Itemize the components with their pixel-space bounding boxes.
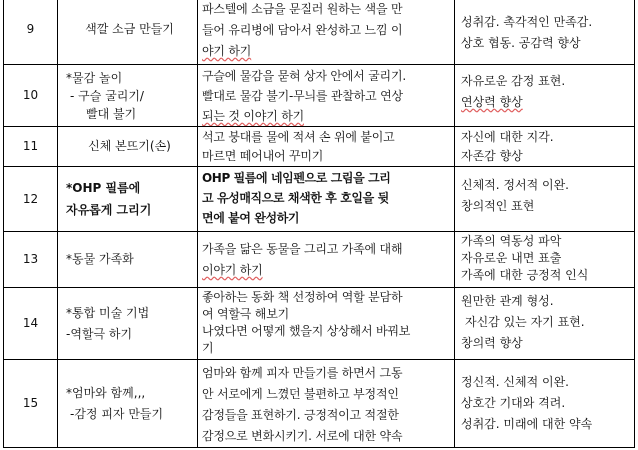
table-row (4, 127, 635, 167)
activity-name: *물감 놀이 - 구슬 굴리기/ 빨대 불기 (58, 65, 198, 127)
activity-name: *엄마와 함께,,, -감정 피자 만들기 (58, 360, 198, 448)
session-number: 12 (4, 167, 58, 232)
table-row (4, 288, 635, 360)
expected-effect: 성취감. 촉각적인 만족감. 상호 협동. 공감력 향상 (455, 0, 635, 65)
activity-description: 가족을 닮은 동물을 그리고 가족에 대해 이야기 하기 (198, 232, 455, 288)
session-number: 14 (4, 288, 58, 360)
session-number: 10 (4, 65, 58, 127)
activity-description: 엄마와 함께 피자 만들기를 하면서 그동 안 서로에게 느꼈던 불편하고 부정적인 감정들을 표현하기. 긍정적이고 적절한 감정으로 변화시키기. 서로에 대한 약속 (198, 360, 455, 448)
expected-effect: 정신적. 신체적 이완. 상호간 기대와 격려. 성취감. 미래에 대한 약속 (455, 360, 635, 448)
expected-effect: 자신에 대한 지각. 자존감 향상 (455, 127, 635, 167)
session-number: 13 (4, 232, 58, 288)
session-number: 15 (4, 360, 58, 448)
table-row (4, 65, 635, 127)
activity-name: *통합 미술 기법 -역할극 하기 (58, 288, 198, 360)
activity-description: 파스텔에 소금을 문질러 원하는 색을 만 들어 유리병에 담아서 완성하고 느낌 이 야기 하기 (198, 0, 455, 65)
session-number: 9 (4, 0, 58, 65)
expected-effect: 신체적. 정서적 이완. 창의적인 표현 (455, 167, 635, 232)
table-row (4, 232, 635, 288)
activity-description: 구슬에 물감을 묻혀 상자 안에서 굴리기. 빨대로 물감 불기-무늬를 관찰하고 연상 되는 것 이야기 하기 (198, 65, 455, 127)
program-table (3, 0, 635, 448)
activity-name: 신체 본뜨기(손) (58, 127, 198, 167)
table-row (4, 167, 635, 232)
activity-description: OHP 필름에 네임펜으로 그림을 그리 고 유성매직으로 채색한 후 호일을 뒷 면에 붙여 완성하기 (198, 167, 455, 232)
expected-effect: 가족의 역동성 파악 자유로운 내면 표출 가족에 대한 긍정적 인식 (455, 232, 635, 288)
activity-name: *OHP 필름에 자유롭게 그리기 (58, 167, 198, 232)
activity-description: 좋아하는 동화 책 선정하여 역할 분담하 여 역할극 해보기 나였다면 어떻게 했을지 상상해서 바꿔보 기 (198, 288, 455, 360)
activity-name: *동물 가족화 (58, 232, 198, 288)
activity-name: 색깔 소금 만들기 (58, 0, 198, 65)
table-row (4, 360, 635, 448)
activity-description: 석고 붕대를 물에 적셔 손 위에 붙이고 마르면 떼어내어 꾸미기 (198, 127, 455, 167)
table-row (4, 0, 635, 65)
session-number: 11 (4, 127, 58, 167)
expected-effect: 원만한 관계 형성. 자신감 있는 자기 표현. 창의력 향상 (455, 288, 635, 360)
expected-effect: 자유로운 감정 표현. 연상력 향상 (455, 65, 635, 127)
